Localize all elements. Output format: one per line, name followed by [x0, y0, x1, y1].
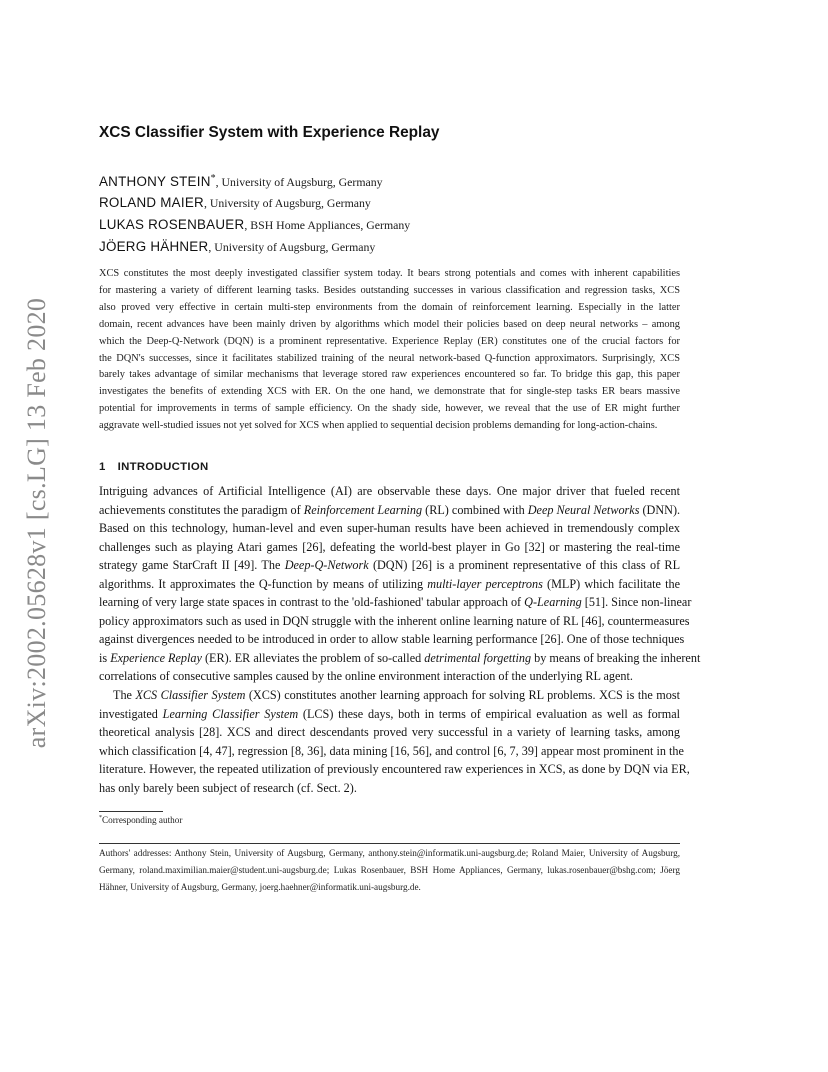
- body-text-run: (ER). ER alleviates the problem of so-called: [201, 650, 425, 665]
- body-line: [99, 575, 680, 594]
- paper-title: XCS Classifier System with Experience Replay: [99, 124, 440, 141]
- address-line: Hähner, University of Augsburg, Germany, joerg.haehner@informatik.uni-augsburg.de.: [99, 881, 421, 892]
- author-list: [99, 173, 680, 261]
- author-affiliation: , University of Augsburg, Germany: [203, 196, 371, 210]
- abstract-line: which the Deep-Q-Network (DQN) is a prominent representative. Experience Replay (ER) constitutes one of the crucial factors for: [99, 335, 680, 347]
- abstract-line: aggravate well-studied issues not yet solved for XCS when applied to sequential decision problems demanding for long-action-chains.: [99, 420, 658, 432]
- body-text-run: (RL) combined with: [422, 502, 528, 517]
- section-number: 1: [99, 461, 106, 473]
- body-text-run: has only barely been subject of research (cf. Sect. 2).: [99, 780, 357, 795]
- abstract-line: XCS constitutes the most deeply investigated classifier system today. It bears strong potentials and comes with inherent capabilities: [99, 268, 680, 279]
- body-text-run: correlations of consecutive samples caused by the online environment interaction of the underlying RL agent.: [99, 669, 633, 684]
- author-name: ROLAND MAIER: [99, 195, 204, 210]
- footnote: [99, 815, 182, 825]
- body-text-run: achievements constitutes the paradigm of: [99, 502, 304, 517]
- body-line: [99, 760, 690, 779]
- body-text-run: challenges such as playing Atari games [26], defeating the world-best player in Go [32] or mastering the real-time: [99, 539, 680, 554]
- author-affiliation: , University of Augsburg, Germany: [215, 175, 383, 189]
- address-line: Germany, roland.maximilian.maier@student.uni-augsburg.de; Lukas Rosenbauer, BSH Home Appliances, Germany, lukas.rosenbauer@bshg.com; Jöerg: [99, 864, 680, 875]
- emphasized-term: multi-layer perceptrons: [427, 576, 543, 591]
- body-line: [99, 649, 701, 668]
- section-title: INTRODUCTION: [117, 461, 209, 473]
- emphasized-term: Learning Classifier System: [162, 706, 299, 721]
- author-footnote-mark: *: [210, 173, 216, 184]
- body-text-run: (DQN) [26] is a prominent representative of this class of RL: [368, 558, 681, 573]
- body-text-run: against divergences needed to be introduced in order to allow stable learning performance [26]. One of those techniques: [99, 632, 685, 647]
- body-text-run: Based on this technology, human-level and even super-human results have been achieved in tremendously complex: [99, 521, 680, 536]
- author-entry: [99, 195, 680, 217]
- body-text-run: strategy game StarCraft II [49]. The: [99, 558, 285, 573]
- emphasized-term: Q-Learning: [524, 595, 582, 610]
- body-text-run: policy approximators such as used in DQN struggle with the inherent online learning nature of RL [46], countermeasures: [99, 613, 690, 628]
- body-text-run: by means of breaking the inherent: [531, 650, 701, 665]
- author-affiliation: , University of Augsburg, Germany: [208, 240, 376, 254]
- body-line: [99, 630, 685, 649]
- emphasized-term: detrimental forgetting: [424, 650, 532, 665]
- body-line: [99, 501, 680, 520]
- footnote-divider: [99, 811, 163, 812]
- body-line: [99, 538, 680, 557]
- author-entry: [99, 173, 680, 195]
- emphasized-term: XCS Classifier System: [135, 688, 246, 703]
- emphasized-term: Deep-Q-Network: [284, 558, 369, 573]
- body-line: [99, 686, 680, 705]
- body-line: [99, 482, 680, 501]
- body-text-run: The: [113, 688, 136, 703]
- body-text-run: algorithms. It approximates the Q-function by means of utilizing: [99, 576, 428, 591]
- body-line: [99, 593, 692, 612]
- author-affiliation: , BSH Home Appliances, Germany: [244, 218, 411, 232]
- abstract-line: domain, recent advances have been mainly driven by algorithms which model their policies based on deep neural networks – among: [99, 318, 680, 330]
- footnote-text: Corresponding author: [102, 815, 183, 826]
- body-line: [99, 723, 680, 742]
- introduction-body: [99, 482, 701, 797]
- emphasized-term: Reinforcement Learning: [303, 502, 423, 517]
- body-text-run: (MLP) which facilitate the: [542, 576, 680, 591]
- author-name: ANTHONY STEIN: [99, 174, 211, 189]
- abstract-line: investigates the benefits of extending XCS with ER. On the one hand, we demonstrate that for single-step tasks ER bears massive: [99, 386, 680, 398]
- abstract-line: potential for improvements in terms of sample efficiency. On the shady side, however, we reveal that the use of ER might further: [99, 403, 680, 415]
- footnote-mark: *: [99, 815, 102, 821]
- author-name: LUKAS ROSENBAUER: [99, 217, 245, 232]
- body-line: [99, 612, 690, 631]
- body-text-run: (LCS) these days, both in terms of empirical evaluation as well as formal: [298, 706, 680, 721]
- emphasized-term: Experience Replay: [110, 650, 202, 665]
- body-text-run: [51]. Since non-linear: [581, 595, 692, 610]
- body-text-run: which classification [4, 47], regression [8, 36], data mining [16, 56], and control [6, 7, 39] appear most prominent in the: [99, 743, 684, 758]
- body-text-run: investigated: [99, 706, 163, 721]
- addresses-divider: [99, 843, 680, 844]
- address-line: Authors' addresses: Anthony Stein, University of Augsburg, Germany, anthony.stein@informatik.uni-augsburg.de; Roland Maier, University of Augsburg,: [99, 848, 680, 858]
- body-line: [99, 667, 680, 686]
- body-text-run: theoretical analysis [28]. XCS and direct descendants proved very successful in a variety of learning tasks, among: [99, 725, 680, 740]
- author-entry: [99, 217, 680, 239]
- abstract-line: for mastering a variety of different learning tasks. Besides outstanding successes in various classification and regression tasks, XCS: [99, 284, 680, 296]
- body-line: [99, 556, 680, 575]
- body-text-run: (DNN).: [639, 502, 681, 517]
- section-heading: [99, 461, 209, 473]
- emphasized-term: Deep Neural Networks: [527, 502, 640, 517]
- abstract-line: also proved very effective in certain multi-step environments from the domain of reinforcement learning. Especially in the latter: [99, 301, 680, 313]
- body-text-run: literature. However, the repeated utilization of previously encountered raw experiences in XCS, as done by DQN via ER,: [99, 762, 690, 777]
- body-line: [99, 519, 680, 538]
- body-line: [99, 742, 684, 761]
- author-entry: [99, 239, 680, 261]
- arxiv-identifier-text: arXiv:2002.05628v1 [cs.LG] 13 Feb 2020: [22, 297, 51, 749]
- author-name: JÖERG HÄHNER: [99, 239, 209, 254]
- body-line: [99, 705, 680, 724]
- body-text-run: is: [99, 650, 111, 665]
- arxiv-identifier: [14, 286, 60, 760]
- abstract-line: barely takes advantage of similar mechanisms that leverage stored raw experiences encountered so far. To bridge this gap, this paper: [99, 369, 680, 381]
- body-text-run: learning of very large state spaces in contrast to the 'old-fashioned' tabular approach of: [99, 595, 525, 610]
- abstract-line: the DQN's successes, since it facilitates stabilized training of the neural network-based Q-function approximators. Surprisingly, XCS: [99, 352, 680, 364]
- body-line: [99, 779, 680, 798]
- body-text-run: Intriguing advances of Artificial Intelligence (AI) are observable these days. One major driver that fueled recent: [99, 484, 680, 498]
- abstract: [99, 266, 680, 435]
- body-text-run: (XCS) constitutes another learning approach for solving RL problems. XCS is the most: [245, 688, 680, 703]
- author-addresses: [99, 845, 680, 896]
